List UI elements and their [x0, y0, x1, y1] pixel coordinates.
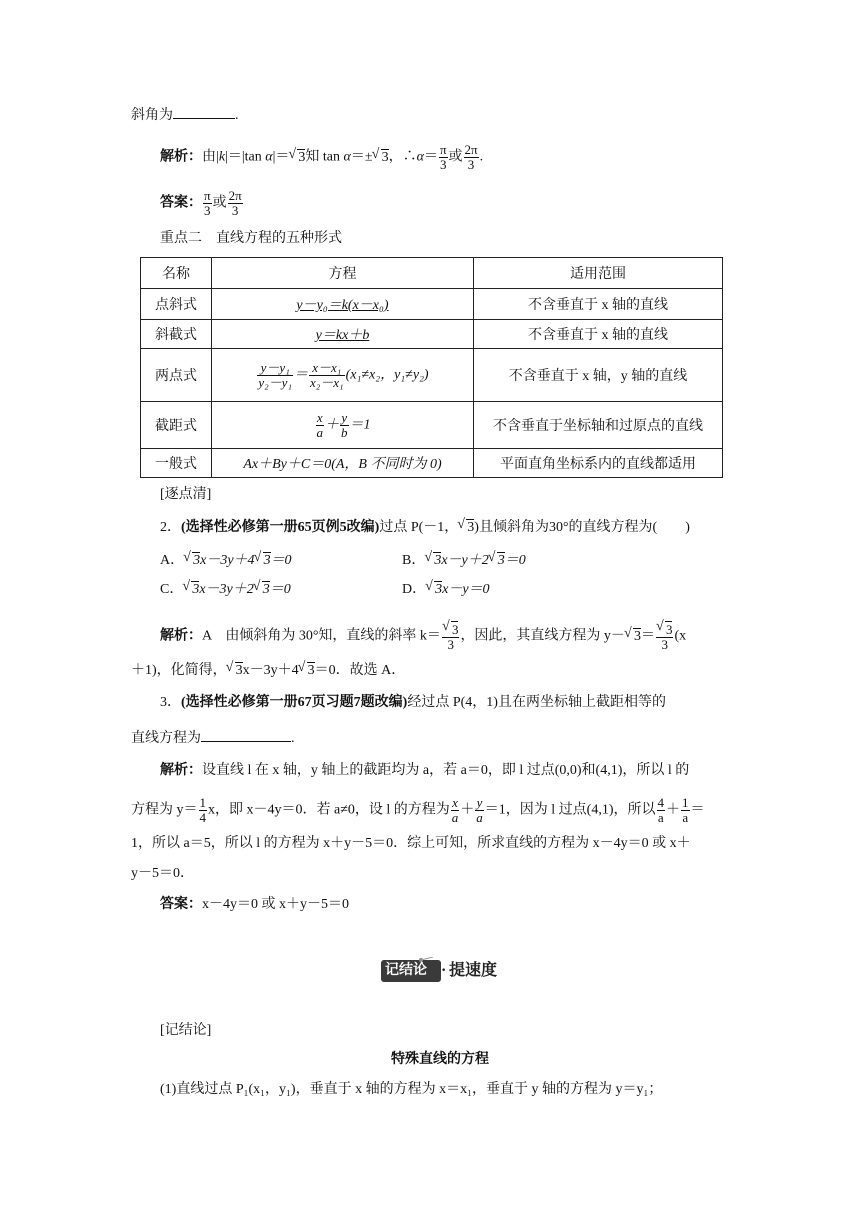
- table-row: 两点式 $\frac{\text{y－y₁}}{\text{y₂－y₁}}$ ＝ $\frac{\text{x－x₁}}{\text{x₂－x₁}}$ (x₁≠x₂，y₁≠y₂) 不含垂直于 x 轴，y 轴的直线: [141, 349, 723, 402]
- section-tag: [记结论]: [160, 1023, 212, 1038]
- solution-2-line-2: ＋1)，化简得，√ 3x－3y＋4√ 3＝0．故选 A．: [131, 661, 405, 681]
- table-row: 截距式 $\frac{x}{a}$ ＋ $\frac{y}{b}$ ＝1 不含垂直于坐标轴和过原点的直线: [141, 402, 723, 449]
- table-header-row: [141, 258, 723, 289]
- badge-right-text: 提速度: [449, 962, 498, 979]
- sqrt-symbol: √ 3: [297, 149, 305, 165]
- fraction: $\frac{1}{4}$: [199, 795, 206, 825]
- section-tag: [逐点清]: [160, 487, 212, 502]
- option-b: B．√ 3x－y＋2√ 3＝0: [402, 551, 526, 571]
- solution-2-line-1: 解析：A 由倾斜角为 30°知，直线的斜率 k＝ √ $\frac{3}{3}$ ，因此，其直线方程为 y－√ 3＝ √ $\frac{3}{3}$ (x: [160, 621, 686, 652]
- solution-3-line-4: y－5＝0．: [131, 866, 194, 881]
- option-a: A．√ 3x－3y＋4√ 3＝0: [160, 551, 292, 571]
- solution-3-line-1: 解析：设直线 l 在 x 轴，y 轴上的截距均为 a，若 a＝0，即 l 过点(0,0)和(4,1)，所以 l 的: [160, 763, 690, 778]
- answer-line: 答案： $\frac{\pi}{3}$ 或 $\frac{2\pi}{3}$: [160, 188, 242, 218]
- answer-blank: [173, 104, 235, 119]
- fraction: $\frac{\pi}{3}$: [204, 188, 211, 218]
- section-badge: [381, 957, 509, 985]
- table-row: 一般式 Ax＋By＋C＝0(A，B 不同时为 0) 平面直角坐标系内的直线都适用: [141, 449, 723, 478]
- header-cell: 适用范围: [474, 258, 723, 289]
- table-row: 点斜式 y－y₀＝k(x－x₀) 不含垂直于 x 轴的直线: [141, 289, 723, 320]
- question-3-line-2: 直线方程为 .: [131, 727, 295, 749]
- answer-blank: [201, 727, 291, 742]
- section-title: 重点二 直线方程的五种形式: [160, 231, 342, 246]
- question-3: 3．(选择性必修第一册67页习题7题改编)经过点 P(4，1)且在两坐标轴上截距相等的: [160, 695, 666, 710]
- subsection-title: 特殊直线的方程: [391, 1052, 489, 1067]
- fraction: $\frac{\pi}{3}$: [439, 142, 447, 172]
- sqrt-symbol: √ 3: [381, 149, 389, 165]
- question-2: 2．(选择性必修第一册65页例5改编)过点 P(－1，√ 3)且倾斜角为30°的直线方程为( ): [160, 518, 690, 538]
- fraction: √ $\frac{3}{3}$: [442, 621, 460, 652]
- answer-3: 答案：x－4y＝0 或 x＋y－5＝0: [160, 897, 349, 912]
- fraction: $\frac{4}{a}$: [657, 795, 665, 825]
- fraction: $\frac{\text{x－x₁}}{\text{x₂－x₁}}$: [309, 359, 344, 390]
- fraction: $\frac{x}{a}$: [451, 795, 459, 825]
- header-cell: 名称: [141, 258, 212, 289]
- badge-left-text: 记结论: [385, 963, 427, 978]
- badge-dot: ·: [441, 962, 447, 979]
- fraction: $\frac{2\pi}{3}$: [464, 142, 478, 172]
- fill-blank-line: 斜角为 .: [131, 104, 239, 126]
- solution-3-line-2: 方程为 y＝ $\frac{1}{4}$ x，即 x－4y＝0．若 a≠0，设 l 的方程为 $\frac{x}{a}$ ＋ $\frac{y}{a}$ ＝1，因为 l 过点(4,1)，所以 $\frac{4}{a}$ ＋ $\frac{1}{a}$ ＝: [131, 795, 705, 825]
- solution-line: 解析：由|k|＝|tan α|＝√ 3知 tan α＝±√ 3，∴α＝ $\frac{\pi}{3}$ 或 $\frac{2\pi}{3}$ .: [160, 143, 483, 172]
- fraction: $\frac{2\pi}{3}$: [228, 188, 242, 218]
- fraction: $\frac{y}{a}$: [476, 795, 483, 825]
- fraction: $\frac{\text{y－y₁}}{\text{y₂－y₁}}$: [258, 359, 292, 390]
- header-cell: 方程: [212, 258, 474, 289]
- line-equations-table: [140, 257, 723, 478]
- paragraph-line: (1)直线过点 P₁(x₁，y₁)，垂直于 x 轴的方程为 x＝x₁，垂直于 y 轴的方程为 y＝y₁；: [160, 1082, 663, 1097]
- option-c: C．√ 3x－3y＋2√ 3＝0: [160, 580, 291, 600]
- fraction: $\frac{y}{b}$: [341, 409, 348, 440]
- option-d: D．√ 3x－y＝0: [402, 580, 490, 600]
- sqrt-symbol: √ 3: [466, 519, 474, 535]
- solution-3-line-3: 1，所以 a＝5，所以 l 的方程为 x＋y－5＝0．综上可知，所求直线的方程为 x－4y＝0 或 x＋: [131, 836, 691, 851]
- fraction: √ $\frac{3}{3}$: [656, 621, 674, 652]
- fraction: $\frac{1}{a}$: [682, 795, 689, 825]
- table-row: 斜截式 y＝kx＋b 不含垂直于 x 轴的直线: [141, 320, 723, 349]
- fraction: $\frac{x}{a}$: [316, 409, 323, 440]
